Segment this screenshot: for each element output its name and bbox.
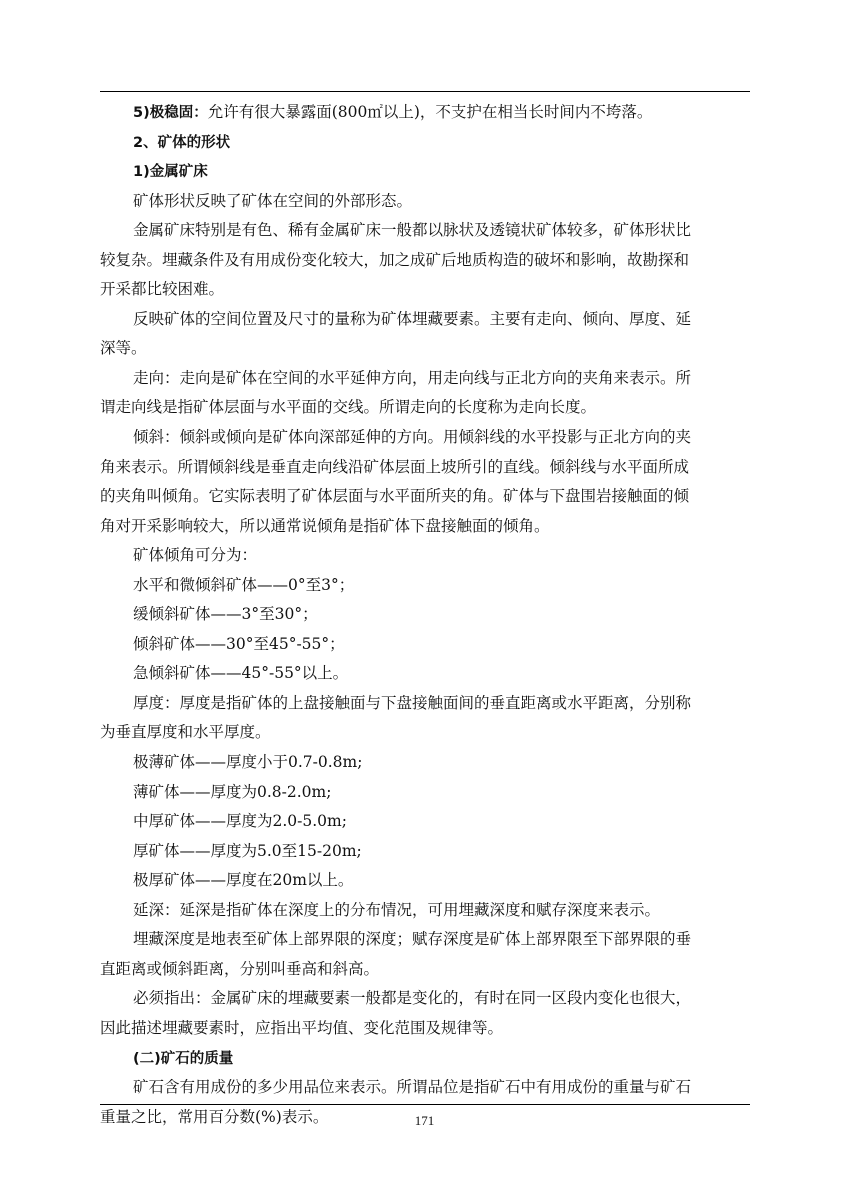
text-line [100, 630, 750, 660]
body-text: 金属矿床特别是有色、稀有金属矿床一般都以脉状及透镜状矿体较多，矿体形状比 [133, 221, 692, 240]
body-text: 厚度：厚度是指矿体的上盘接触面与下盘接触面间的垂直距离或水平距离，分别称 [133, 693, 692, 712]
body-text: 因此描述埋藏要素时，应指出平均值、变化范围及规律等。 [100, 1018, 504, 1037]
body-text: 缓倾斜矿体——3°至30°； [133, 605, 318, 624]
body-text: 开采都比较困难。 [100, 280, 225, 299]
body-text: 倾斜：倾斜或倾向是矿体向深部延伸的方向。用倾斜线的水平投影与正北方向的夹 [133, 428, 692, 447]
text-line [100, 246, 750, 276]
text-line [100, 778, 750, 808]
heading-text: 5)极稳固： [133, 105, 208, 121]
text-line [100, 748, 750, 778]
body-text: 延深：延深是指矿体在深度上的分布情况，可用埋藏深度和赋存深度来表示。 [133, 900, 661, 919]
body-text: 水平和微倾斜矿体——0°至3°； [133, 575, 355, 594]
text-line [100, 423, 750, 453]
body-text: 的夹角叫倾角。它实际表明了矿体层面与水平面所夹的角。矿体与下盘围岩接触面的倾 [100, 487, 690, 506]
text-line [100, 600, 750, 630]
text-line [100, 866, 750, 896]
heading-text: 1)金属矿床 [133, 164, 208, 181]
text-line [100, 482, 750, 512]
body-text: 谓走向线是指矿体层面与水平面的交线。所谓走向的长度称为走向长度。 [100, 398, 597, 417]
text-line [100, 128, 750, 158]
body-text: 急倾斜矿体——45°-55°以上。 [133, 664, 349, 683]
text-line [100, 659, 750, 689]
body-text: 必须指出：金属矿床的埋藏要素一般都是变化的，有时在同一区段内变化也很大， [133, 989, 692, 1008]
body-text: 倾斜矿体——30°至45°-55°； [133, 634, 345, 653]
body-text: 极厚矿体——厚度在20m以上。 [133, 871, 354, 890]
text-line [100, 1073, 750, 1103]
body-text: 直距离或倾斜距离，分别叫垂高和斜高。 [100, 959, 380, 978]
heading-text: 2、矿体的形状 [133, 134, 231, 151]
body-text: 极薄矿体——厚度小于0.7-0.8m; [133, 753, 363, 772]
text-line [100, 925, 750, 955]
text-line [100, 187, 750, 217]
body-text: 埋藏深度是地表至矿体上部界限的深度；赋存深度是矿体上部界限至下部界限的垂 [133, 930, 692, 949]
text-line [100, 334, 750, 364]
heading-text: (二)矿石的质量 [133, 1050, 234, 1067]
text-line [100, 541, 750, 571]
text-line [100, 98, 750, 128]
text-line [100, 689, 750, 719]
body-text: 中厚矿体——厚度为2.0-5.0m; [133, 812, 347, 831]
page-body [100, 98, 750, 1132]
body-text: 为垂直厚度和水平厚度。 [100, 723, 271, 742]
text-line [100, 1044, 750, 1074]
text-line [100, 157, 750, 187]
body-text: 重量之比，常用百分数(%)表示。 [100, 1107, 329, 1126]
body-text: 反映矿体的空间位置及尺寸的量称为矿体埋藏要素。主要有走向、倾向、厚度、延 [133, 309, 692, 328]
text-line [100, 896, 750, 926]
text-line [100, 216, 750, 246]
text-line [100, 955, 750, 985]
text-line [100, 837, 750, 867]
text-line [100, 275, 750, 305]
body-text: 矿体形状反映了矿体在空间的外部形态。 [133, 191, 413, 210]
body-text: 角来表示。所谓倾斜线是垂直走向线沿矿体层面上坡所引的直线。倾斜线与水平面所成 [100, 457, 690, 476]
text-line [100, 305, 750, 335]
footer-rule [100, 1104, 750, 1105]
page-number: 171 [414, 1113, 435, 1128]
body-text: 允许有很大暴露面(800㎡以上)，不支护在相当长时间内不垮落。 [207, 103, 653, 121]
text-line [100, 453, 750, 483]
body-text: 深等。 [100, 339, 147, 358]
text-line [100, 364, 750, 394]
body-text: 矿体倾角可分为： [133, 546, 258, 565]
text-line [100, 984, 750, 1014]
body-text: 走向：走向是矿体在空间的水平延伸方向，用走向线与正北方向的夹角来表示。所 [133, 368, 692, 387]
text-line [100, 393, 750, 423]
text-line [100, 512, 750, 542]
header-rule [100, 91, 750, 92]
text-line [100, 571, 750, 601]
text-line [100, 807, 750, 837]
body-text: 较复杂。埋藏条件及有用成份变化较大，加之成矿后地质构造的破坏和影响，故勘探和 [100, 250, 690, 269]
body-text: 薄矿体——厚度为0.8-2.0m; [133, 782, 332, 801]
body-text: 矿石含有用成份的多少用品位来表示。所谓品位是指矿石中有用成份的重量与矿石 [133, 1078, 692, 1097]
text-line [100, 1014, 750, 1044]
body-text: 厚矿体——厚度为5.0至15-20m; [133, 841, 362, 860]
text-line [100, 718, 750, 748]
body-text: 角对开采影响较大，所以通常说倾角是指矿体下盘接触面的倾角。 [100, 516, 550, 535]
